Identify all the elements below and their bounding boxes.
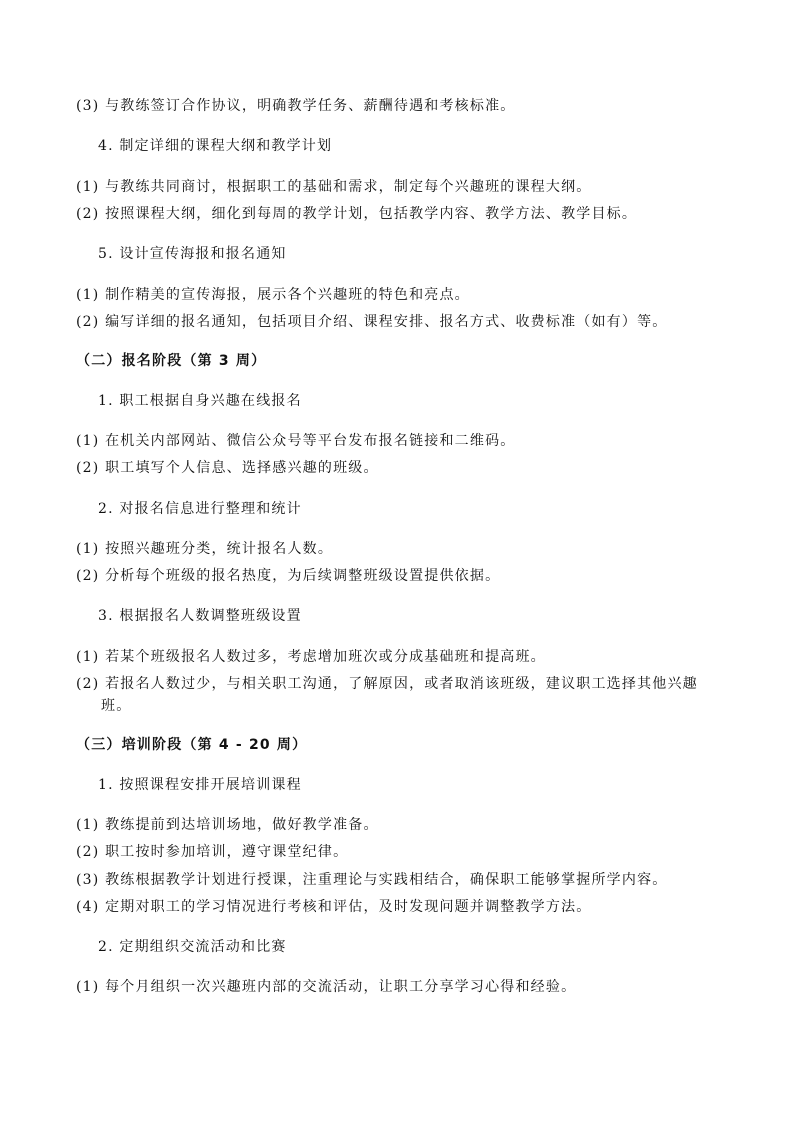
- section-heading: （二）报名阶段（第 3 周）: [76, 353, 267, 369]
- list-item: (1) 若某个班级报名人数过多，考虑增加班次或分成基础班和提高班。: [76, 649, 546, 665]
- step-heading: 5. 设计宣传海报和报名通知: [98, 246, 287, 262]
- step-heading: 2. 定期组织交流活动和比赛: [98, 939, 287, 955]
- list-item: (1) 制作精美的宣传海报，展示各个兴趣班的特色和亮点。: [76, 287, 470, 303]
- list-item: (2) 分析每个班级的报名热度，为后续调整班级设置提供依据。: [76, 568, 501, 584]
- list-item: (1) 每个月组织一次兴趣班内部的交流活动，让职工分享学习心得和经验。: [76, 979, 577, 995]
- list-item-continuation: 班。: [101, 698, 132, 714]
- list-item: (2) 按照课程大纲，细化到每周的教学计划，包括教学内容、教学方法、教学目标。: [76, 206, 638, 222]
- list-item: (3) 与教练签订合作协议，明确教学任务、薪酬待遇和考核标准。: [76, 98, 516, 114]
- list-item: (2) 职工按时参加培训，遵守课堂纪律。: [76, 844, 349, 860]
- list-item: (3) 教练根据教学计划进行授课，注重理论与实践相结合，确保职工能够掌握所学内容。: [76, 872, 668, 888]
- step-heading: 1. 按照课程安排开展培训课程: [98, 777, 302, 793]
- section-heading: （三）培训阶段（第 4 - 20 周）: [76, 737, 308, 753]
- step-heading: 1. 职工根据自身兴趣在线报名: [98, 393, 302, 409]
- step-heading: 2. 对报名信息进行整理和统计: [98, 501, 302, 517]
- list-item: (2) 若报名人数过少，与相关职工沟通，了解原因，或者取消该班级，建议职工选择其他兴趣: [76, 676, 698, 692]
- step-heading: 3. 根据报名人数调整班级设置: [98, 608, 302, 624]
- list-item: (1) 在机关内部网站、微信公众号等平台发布报名链接和二维码。: [76, 433, 516, 449]
- list-item: (1) 教练提前到达培训场地，做好教学准备。: [76, 817, 379, 833]
- step-heading: 4. 制定详细的课程大纲和教学计划: [98, 138, 333, 154]
- list-item: (4) 定期对职工的学习情况进行考核和评估，及时发现问题并调整教学方法。: [76, 899, 592, 915]
- list-item: (1) 按照兴趣班分类，统计报名人数。: [76, 541, 334, 557]
- list-item: (2) 编写详细的报名通知，包括项目介绍、课程安排、报名方式、收费标准（如有）等。: [76, 314, 668, 330]
- list-item: (2) 职工填写个人信息、选择感兴趣的班级。: [76, 460, 379, 476]
- list-item: (1) 与教练共同商讨，根据职工的基础和需求，制定每个兴趣班的课程大纲。: [76, 179, 592, 195]
